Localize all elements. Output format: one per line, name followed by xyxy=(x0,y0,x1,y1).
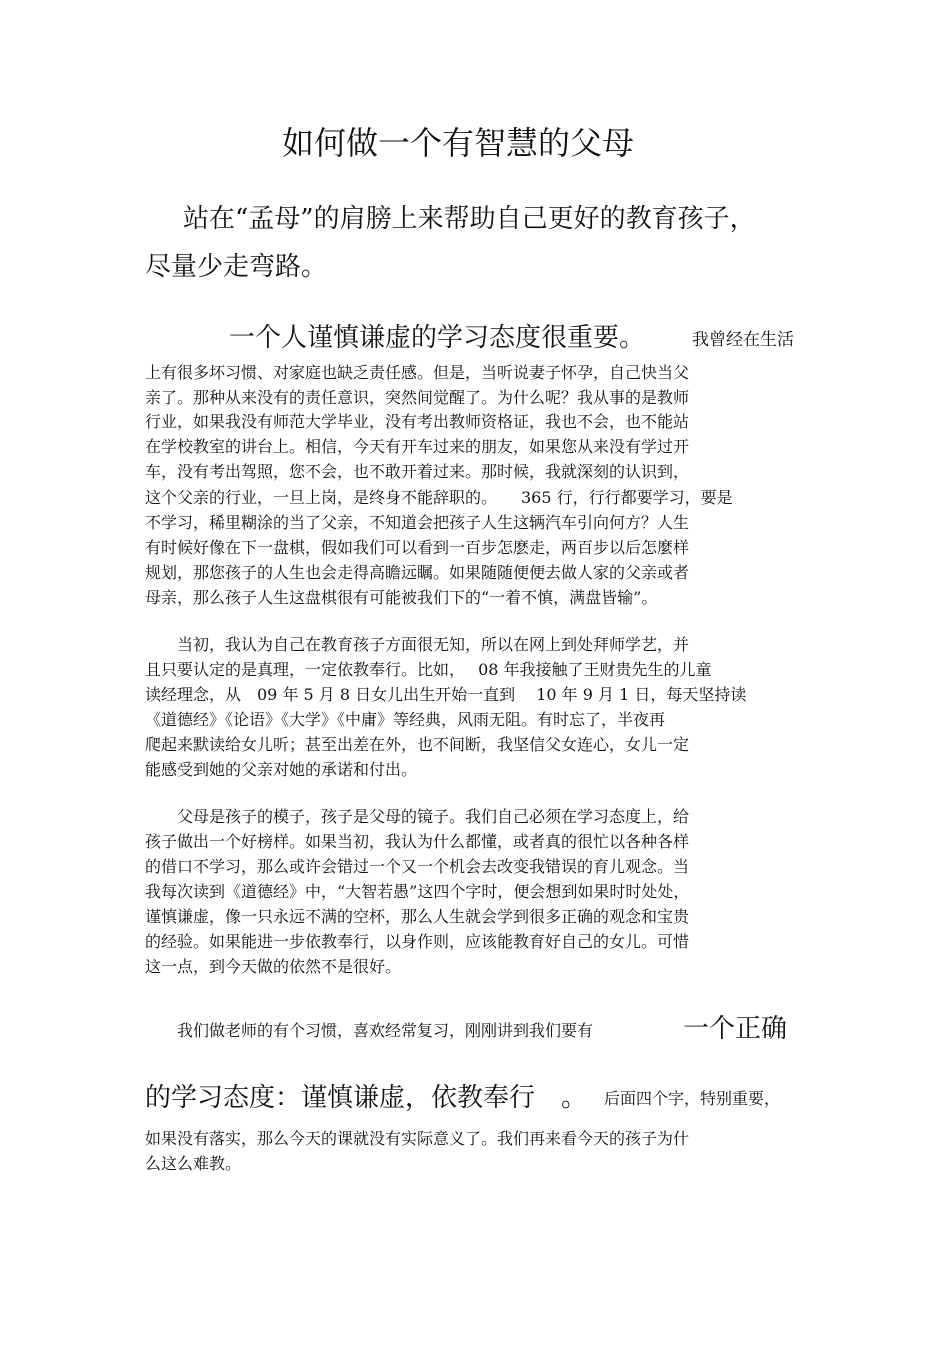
emphasis-text: 的学习态度：谨慎谦虚，依教奉行 。 xyxy=(145,1083,588,1113)
text-line: 在学校教室的讲台上。相信，今天有开车过来的朋友，如果您从来没有学过开 xyxy=(145,437,690,456)
text-line: 父母是孩子的模子，孩子是父母的镜子。我们自己必须在学习态度上，给 xyxy=(145,807,690,826)
text-line: 我们做老师的有个习惯，喜欢经常复习，刚刚讲到我们要有 xyxy=(145,1021,594,1040)
text-line: 读经理念，从 09 年 5 月 8 日女儿出生开始一直到 10 年 9 月 1 日，每天坚持读 xyxy=(145,685,747,704)
text-line: 如果没有落实，那么今天的课就没有实际意义了。我们再来看今天的孩子为什 xyxy=(145,1129,690,1148)
text-line: 么这么难教。 xyxy=(145,1154,242,1173)
text-line: 有时候好像在下一盘棋，假如我们可以看到一百步怎麽走，两百步以后怎麼样 xyxy=(145,538,690,557)
text-line: 这个父亲的行业，一旦上岗，是终身不能辞职的。 365 行，行行都要学习，要是 xyxy=(145,488,733,507)
text-line: 我每次读到《道德经》中，“大智若愚”这四个字时，便会想到如果时时处处， xyxy=(145,882,690,901)
text-line: 谨慎谦虚，像一只永远不满的空杯，那么人生就会学到很多正确的观念和宝贵 xyxy=(145,907,690,926)
text-line: 《道德经》《论语》《大学》《中庸》等经典，风雨无阻。有时忘了，半夜再 xyxy=(145,710,666,729)
text-line: 且只要认定的是真理，一定依教奉行。比如， 08 年我接触了王财贵先生的儿童 xyxy=(145,660,712,679)
text-line: 的经验。如果能进一步依教奉行，以身作则，应该能教育好自己的女儿。可惜 xyxy=(145,932,690,951)
text-line: 的借口不学习，那么或许会错过一个又一个机会去改变我错误的育儿观念。当 xyxy=(145,857,690,876)
text-line: 这一点，到今天做的依然不是很好。 xyxy=(145,957,402,976)
text-line: 不学习，稀里糊涂的当了父亲，不知道会把孩子人生这辆汽车引向何方？人生 xyxy=(145,513,690,532)
emphasis-text: 一个正确 xyxy=(683,1014,788,1044)
text-line: 车，没有考出驾照，您不会，也不敢开着过来。那时候，我就深刻的认识到， xyxy=(145,462,690,481)
subtitle-line: 站在“孟母”的肩膀上来帮助自己更好的教育孩子， xyxy=(183,204,756,234)
text-line: 规划，那您孩子的人生也会走得高瞻远瞩。如果随随便便去做人家的父亲或者 xyxy=(145,563,690,582)
text-line: 爬起来默读给女儿听；甚至出差在外，也不间断，我坚信父女连心，女儿一定 xyxy=(145,735,690,754)
section-heading-tail: 我曾经在生活 xyxy=(692,330,794,350)
text-line: 能感受到她的父亲对她的承诺和付出。 xyxy=(145,760,418,779)
text-line: 后面四个字，特别重要， xyxy=(604,1089,781,1108)
text-line: 孩子做出一个好榜样。如果当初，我认为什么都懂，或者真的很忙以各种各样 xyxy=(145,832,690,851)
text-line: 上有很多坏习惯、对家庭也缺乏责任感。但是，当听说妻子怀孕，自己快当父 xyxy=(145,363,690,382)
text-line: 亲了。那种从来没有的责任意识，突然间觉醒了。为什么呢？我从事的是教师 xyxy=(145,388,690,407)
text-line: 当初，我认为自己在教育孩子方面很无知，所以在网上到处拜师学艺，并 xyxy=(145,635,690,654)
section-heading: 一个人谨慎谦虚的学习态度很重要。 xyxy=(229,323,646,353)
page-title: 如何做一个有智慧的父母 xyxy=(282,124,635,162)
text-line: 行业，如果我没有师范大学毕业，没有考出教师资格证，我也不会，也不能站 xyxy=(145,412,690,431)
text-line: 母亲，那么孩子人生这盘棋很有可能被我们下的“一着不慎，满盘皆输”。 xyxy=(145,588,658,607)
subtitle-line: 尽量少走弯路。 xyxy=(145,252,328,282)
